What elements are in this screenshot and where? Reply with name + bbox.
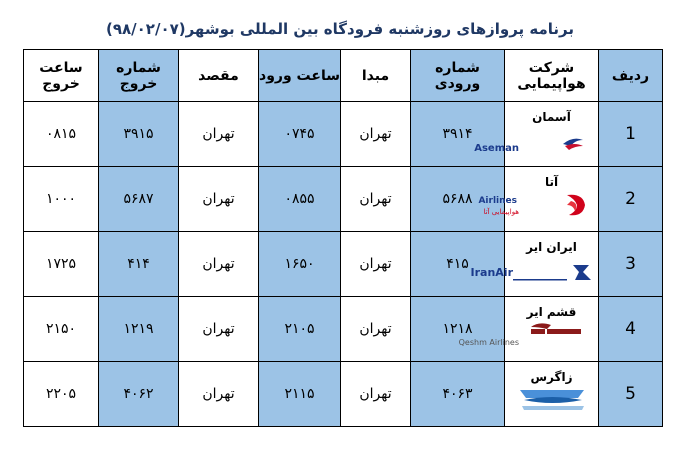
row-number: 3: [599, 232, 663, 297]
departure-number: ۴۰۶۲: [99, 362, 179, 427]
destination: تهران: [179, 362, 259, 427]
header-destination: مقصد: [179, 50, 259, 102]
departure-time: ۰۸۱۵: [24, 102, 99, 167]
arrival-time: ۰۸۵۵: [259, 167, 341, 232]
header-row-number: ردیف: [599, 50, 663, 102]
departure-number: ۴۱۴: [99, 232, 179, 297]
svg-text:Aseman: Aseman: [473, 143, 519, 154]
arrival-time: ۲۱۰۵: [259, 297, 341, 362]
airline-name: آتا: [544, 175, 559, 189]
page-title: برنامه پروازهای روزشنبه فرودگاه بین المللی بوشهر(۹۸/۰۲/۰۷): [106, 20, 574, 38]
aseman-logo-icon: [473, 134, 585, 158]
departure-number: ۳۹۱۵: [99, 102, 179, 167]
table-row: [24, 102, 663, 167]
table-row: [24, 167, 663, 232]
arrival-number: ۵۶۸۸: [411, 167, 505, 232]
airline-name: آسمان: [532, 110, 571, 124]
header-airline: شرکت هواپیمایی: [505, 50, 599, 102]
arrival-time: ۱۶۵۰: [259, 232, 341, 297]
destination: تهران: [179, 232, 259, 297]
table-row: [24, 297, 663, 362]
departure-number: ۱۲۱۹: [99, 297, 179, 362]
arrival-time: ۰۷۴۵: [259, 102, 341, 167]
arrival-time: ۲۱۱۵: [259, 362, 341, 427]
airline-cell: [458, 297, 599, 362]
arrival-number: ۳۹۱۴: [411, 102, 505, 167]
airline-cell: [470, 232, 599, 297]
departure-time: ۲۱۵۰: [24, 297, 99, 362]
airline-name: قشم ایر: [526, 305, 577, 319]
row-number: 5: [599, 362, 663, 427]
origin: تهران: [341, 297, 411, 362]
svg-text:IranAir: IranAir: [470, 266, 513, 279]
row-number: 4: [599, 297, 663, 362]
svg-text:هواپیمایی آتا: هواپیمایی آتا: [482, 208, 519, 216]
header-row: [24, 50, 663, 102]
header-departure-number: شماره خروج: [99, 50, 179, 102]
departure-number: ۵۶۸۷: [99, 167, 179, 232]
flight-schedule-table: [23, 49, 663, 427]
header-origin: مبدا: [341, 50, 411, 102]
arrival-number: ۴۱۵: [411, 232, 505, 297]
departure-time: ۱۰۰۰: [24, 167, 99, 232]
airline-cell: [505, 362, 599, 427]
origin: تهران: [341, 167, 411, 232]
destination: تهران: [179, 297, 259, 362]
origin: تهران: [341, 362, 411, 427]
iranair-logo-icon: [470, 262, 593, 288]
row-number: 1: [599, 102, 663, 167]
origin: تهران: [341, 102, 411, 167]
svg-text:Airlines: Airlines: [477, 196, 517, 206]
destination: تهران: [179, 167, 259, 232]
row-number: 2: [599, 167, 663, 232]
airline-cell: [473, 102, 599, 167]
arrival-number: ۴۰۶۳: [411, 362, 505, 427]
departure-time: ۲۲۰۵: [24, 362, 99, 427]
airline-cell: [477, 167, 599, 232]
qeshm-air-logo-icon: [458, 319, 587, 353]
header-departure-time: ساعت خروج: [24, 50, 99, 102]
zagros-logo-icon: [514, 384, 590, 418]
arrival-number: ۱۲۱۸: [411, 297, 505, 362]
table-row: [24, 362, 663, 427]
table-row: [24, 232, 663, 297]
ata-logo-icon: [477, 191, 589, 223]
destination: تهران: [179, 102, 259, 167]
departure-time: ۱۷۲۵: [24, 232, 99, 297]
svg-text:Qeshm Airlines: Qeshm Airlines: [458, 338, 519, 347]
origin: تهران: [341, 232, 411, 297]
airline-name: زاگرس: [530, 370, 573, 384]
header-arrival-time: ساعت ورود: [259, 50, 341, 102]
header-arrival-number: شماره ورودی: [411, 50, 505, 102]
airline-name: ایران ایر: [526, 240, 577, 254]
